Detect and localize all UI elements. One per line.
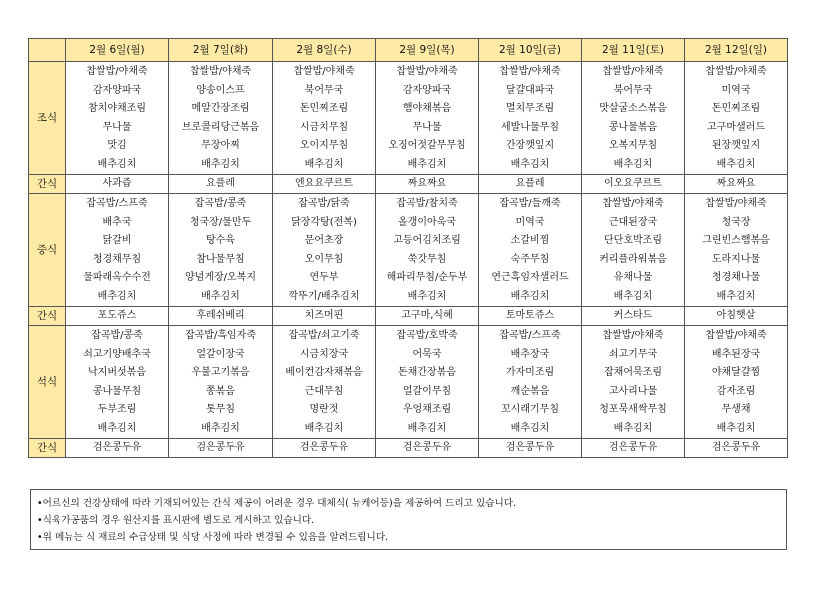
menu-item: 배추장국 <box>510 348 550 360</box>
menu-item: 돈민찌조림 <box>299 103 349 114</box>
snack-cell: 엔요요쿠르트 <box>273 175 376 194</box>
snack-cell: 이오요쿠르트 <box>582 175 685 194</box>
menu-item: 무나물 <box>412 121 442 133</box>
meal-cell <box>66 194 169 307</box>
meal-cell <box>685 62 788 175</box>
meal-cell <box>376 62 479 175</box>
meal-label-snack: 간식 <box>29 307 66 326</box>
menu-item: 멸치무조림 <box>505 103 555 114</box>
menu-item: 명란젓 <box>309 404 339 415</box>
menu-item: 쫑볶음 <box>206 385 235 397</box>
menu-item: 오이무침 <box>304 253 344 265</box>
meal-label-snack: 간식 <box>29 439 66 458</box>
menu-item: 시금치무침 <box>299 121 349 133</box>
snack-cell: 요플레 <box>169 175 273 194</box>
menu-item: 잡곡밥/콩죽 <box>91 330 143 341</box>
menu-item: 찹쌀밥/야채죽 <box>602 330 664 341</box>
snack-cell: 검은콩두유 <box>479 439 582 458</box>
menu-item: 양념게장/오복지 <box>185 272 256 283</box>
snack-row-evening <box>29 439 788 458</box>
menu-item: 찹쌀밥/야채죽 <box>705 66 767 77</box>
menu-item: 찹쌀밥/야채죽 <box>86 66 148 77</box>
menu-item: 찹쌀밥/야채죽 <box>189 66 252 77</box>
snack-cell: 후레쉬베리 <box>169 307 273 326</box>
meal-cell <box>66 62 169 175</box>
meal-cell <box>273 194 376 307</box>
menu-item: 올갱이아욱국 <box>398 216 456 228</box>
weekly-menu-table <box>28 38 788 458</box>
menu-item: 배추김치 <box>716 290 756 302</box>
notice-line: •어르신의 건강상태에 따라 기재되어있는 간식 제공이 어려운 경우 대체식( 뉴케어등)을 제공하여 드리고 있습니다. <box>37 498 517 509</box>
menu-item: 콩나물볶음 <box>608 121 658 133</box>
meal-cell <box>582 62 685 175</box>
menu-item: 어묵국 <box>412 348 442 360</box>
menu-item: 찹쌀밥/야채죽 <box>499 66 561 77</box>
menu-item: 유채나물 <box>613 272 653 283</box>
menu-item: 오징어젓갈무무침 <box>388 140 466 151</box>
menu-item: 배추김치 <box>97 290 137 302</box>
menu-item: 돈민찌조림 <box>711 103 761 114</box>
meal-cell <box>685 326 788 439</box>
menu-item: 배추국 <box>102 216 132 228</box>
menu-item: 쑥갓무침 <box>407 253 447 265</box>
snack-cell: 짜요짜요 <box>685 175 788 194</box>
meal-cell <box>273 326 376 439</box>
menu-item: 찹쌀밥/야채죽 <box>602 198 664 209</box>
menu-item: 배추김치 <box>304 422 344 434</box>
lunch-row <box>29 194 788 307</box>
menu-item: 단단호박조림 <box>604 235 662 246</box>
menu-item: 시금치장국 <box>299 348 349 360</box>
day-header: 2월 8일(수) <box>273 39 376 62</box>
snack-cell: 요플레 <box>479 175 582 194</box>
menu-item: 배추김치 <box>510 158 550 170</box>
menu-item: 메알간장조림 <box>191 103 250 114</box>
menu-item: 브로콜리당근볶음 <box>181 121 260 133</box>
notice-line: •식육가공품의 경우 원산지를 표시판에 별도로 게시하고 있습니다. <box>37 515 315 526</box>
snack-row-morning <box>29 175 788 194</box>
dinner-row <box>29 326 788 439</box>
menu-item: 도라지나물 <box>711 253 761 265</box>
menu-item: 찹쌀밥/야채죽 <box>293 66 355 77</box>
menu-item: 무생채 <box>721 404 751 415</box>
menu-item: 달걀대파국 <box>505 84 555 96</box>
menu-item: 쇠고기양배추국 <box>83 348 151 360</box>
menu-item: 배추김치 <box>613 422 653 434</box>
snack-row-afternoon <box>29 307 788 326</box>
menu-item: 배추김치 <box>716 422 756 434</box>
notice-box <box>30 489 787 550</box>
menu-item: 두부조림 <box>97 404 137 415</box>
menu-item: 커리플라워볶음 <box>599 253 667 265</box>
menu-item: 탕수육 <box>206 235 235 246</box>
menu-item: 찹쌀밥/야채죽 <box>705 330 767 341</box>
menu-item: 참나물무침 <box>196 253 245 265</box>
menu-item: 얼갈이무침 <box>402 385 452 397</box>
menu-item: 고사리나물 <box>608 385 658 397</box>
snack-cell: 짜요짜요 <box>376 175 479 194</box>
menu-item: 맛김 <box>107 140 127 151</box>
menu-item: 우엉채조림 <box>402 404 452 415</box>
menu-item: 찹쌀밥/야채죽 <box>396 66 458 77</box>
snack-cell: 포도쥬스 <box>66 307 169 326</box>
snack-cell: 토마토쥬스 <box>479 307 582 326</box>
menu-item: 깨순볶음 <box>510 385 550 397</box>
menu-item: 청경채무침 <box>92 253 142 265</box>
breakfast-row <box>29 62 788 175</box>
meal-cell <box>169 326 273 439</box>
menu-item: 닭갈비 <box>102 235 132 246</box>
menu-item: 양송이스프 <box>196 84 245 96</box>
snack-cell: 검은콩두유 <box>66 439 169 458</box>
menu-item: 콩나물무침 <box>92 385 142 397</box>
menu-item: 감자양파국 <box>402 84 452 96</box>
menu-item: 찹쌀밥/야채죽 <box>705 198 767 209</box>
menu-item: 근대된장국 <box>608 216 658 228</box>
menu-item: 물파래옥수수전 <box>83 272 151 283</box>
menu-item: 미역국 <box>515 216 545 228</box>
day-header: 2월 12일(일) <box>685 39 788 62</box>
meal-label-lunch: 중식 <box>29 194 66 307</box>
menu-item: 된장깻잎지 <box>711 140 761 151</box>
meal-cell <box>582 194 685 307</box>
menu-item: 간장깻잎지 <box>505 140 555 151</box>
menu-item: 베이컨감자채볶음 <box>285 367 363 378</box>
snack-cell: 아침햇살 <box>685 307 788 326</box>
menu-item: 청국장 <box>721 216 751 228</box>
snack-cell: 사과즙 <box>66 175 169 194</box>
menu-item: 잡곡밥/들깨죽 <box>499 198 561 209</box>
menu-item: 잡곡밥/콩죽 <box>194 198 247 209</box>
menu-item: 해파리무침/순두부 <box>386 272 468 283</box>
menu-item: 미역국 <box>721 84 751 96</box>
meal-cell <box>376 194 479 307</box>
menu-item: 배추된장국 <box>711 348 761 360</box>
menu-item: 무장아찌 <box>201 140 240 151</box>
menu-item: 배추김치 <box>97 158 137 170</box>
menu-item: 소갈비찜 <box>510 235 550 246</box>
snack-cell: 고구마,식혜 <box>376 307 479 326</box>
menu-item: 잡곡밥/흑임자죽 <box>185 330 256 341</box>
menu-item: 잡채어묵조림 <box>604 367 662 378</box>
meal-cell <box>685 194 788 307</box>
menu-item: 세발나물무침 <box>501 121 559 133</box>
menu-item: 우불고기볶음 <box>191 367 250 378</box>
menu-item: 쇠고기무국 <box>608 348 658 360</box>
menu-item: 오이지무침 <box>299 140 349 151</box>
meal-cell <box>376 326 479 439</box>
meal-label-breakfast: 조식 <box>29 62 66 175</box>
snack-cell: 검은콩두유 <box>376 439 479 458</box>
menu-item: 청포묵새싹무침 <box>599 404 667 415</box>
meal-cell <box>479 62 582 175</box>
meal-cell <box>169 62 273 175</box>
snack-cell: 검은콩두유 <box>169 439 273 458</box>
menu-item: 배추김치 <box>201 158 240 170</box>
menu-item: 깍뚜기/배추김치 <box>288 290 360 302</box>
menu-item: 청국장/물만두 <box>189 216 252 228</box>
menu-item: 고등어김치조림 <box>393 235 461 246</box>
meal-label-snack: 간식 <box>29 175 66 194</box>
menu-item: 배추김치 <box>407 290 447 302</box>
menu-item: 배추김치 <box>407 158 447 170</box>
menu-item: 닭장각탕(전복) <box>291 216 357 228</box>
day-header: 2월 11일(토) <box>582 39 685 62</box>
meal-cell <box>273 62 376 175</box>
menu-item: 얼갈이장국 <box>196 348 245 360</box>
menu-item: 찹쌀밥/야채죽 <box>602 66 664 77</box>
menu-item: 배추김치 <box>201 422 240 434</box>
menu-item: 배추김치 <box>613 290 653 302</box>
menu-item: 배추김치 <box>97 422 137 434</box>
notice-line: •위 메뉴는 식 재료의 수급상태 및 식당 사정에 따라 변경될 수 있음을 알려드립니다. <box>37 532 389 543</box>
snack-cell: 검은콩두유 <box>582 439 685 458</box>
header-row <box>29 39 788 62</box>
menu-item: 배추김치 <box>510 290 550 302</box>
menu-item: 연근흑임자샐러드 <box>491 272 569 283</box>
meal-label-dinner: 석식 <box>29 326 66 439</box>
menu-item: 꼬시래기무침 <box>501 404 559 415</box>
snack-cell: 치즈머핀 <box>273 307 376 326</box>
menu-item: 돈채간장볶음 <box>398 367 456 378</box>
snack-cell: 검은콩두유 <box>685 439 788 458</box>
menu-item: 배추김치 <box>716 158 756 170</box>
snack-cell: 커스타드 <box>582 307 685 326</box>
menu-item: 배추김치 <box>201 290 240 302</box>
menu-item: 참치야채조림 <box>88 103 146 114</box>
menu-item: 숙주무침 <box>510 253 550 265</box>
menu-item: 야채달걀찜 <box>711 367 761 378</box>
meal-cell <box>479 194 582 307</box>
menu-item: 낙지버섯볶음 <box>88 367 146 378</box>
menu-item: 잡곡밥/호박죽 <box>396 330 458 341</box>
meal-cell <box>66 326 169 439</box>
menu-item: 근대무침 <box>304 385 344 397</box>
menu-item: 톳무침 <box>206 404 235 415</box>
menu-item: 맛살굴소스볶음 <box>599 103 667 114</box>
menu-item: 햄야채볶음 <box>402 103 452 114</box>
menu-item: 무나물 <box>102 121 132 133</box>
menu-item: 잡곡밥/닭죽 <box>298 198 350 209</box>
menu-item: 문어초장 <box>304 235 344 246</box>
menu-item: 북어무국 <box>304 84 344 96</box>
menu-item: 배추김치 <box>407 422 447 434</box>
menu-item: 배추김치 <box>510 422 550 434</box>
menu-item: 북어무국 <box>613 84 653 96</box>
menu-item: 그린빈스햄볶음 <box>702 235 770 246</box>
menu-item: 잡곡밥/스프죽 <box>86 198 148 209</box>
menu-item: 잡곡밥/스프죽 <box>499 330 561 341</box>
meal-cell <box>582 326 685 439</box>
menu-item: 감자양파국 <box>92 84 142 96</box>
menu-item: 잡곡밥/쇠고기죽 <box>288 330 360 341</box>
corner-cell <box>29 39 66 62</box>
menu-item: 청경채나물 <box>711 272 761 283</box>
menu-item: 배추김치 <box>304 158 344 170</box>
day-header: 2월 6일(월) <box>66 39 169 62</box>
day-header: 2월 7일(화) <box>169 39 273 62</box>
menu-item: 가자미조림 <box>505 367 555 378</box>
snack-cell: 검은콩두유 <box>273 439 376 458</box>
menu-item: 연두부 <box>309 272 339 283</box>
menu-item: 감자조림 <box>716 385 756 397</box>
menu-item: 오복지무침 <box>608 140 658 151</box>
meal-cell <box>479 326 582 439</box>
menu-item: 배추김치 <box>613 158 653 170</box>
menu-item: 고구마샐러드 <box>707 121 765 133</box>
menu-item: 잡곡밥/참치죽 <box>396 198 458 209</box>
meal-cell <box>169 194 273 307</box>
day-header: 2월 9일(목) <box>376 39 479 62</box>
day-header: 2월 10일(금) <box>479 39 582 62</box>
